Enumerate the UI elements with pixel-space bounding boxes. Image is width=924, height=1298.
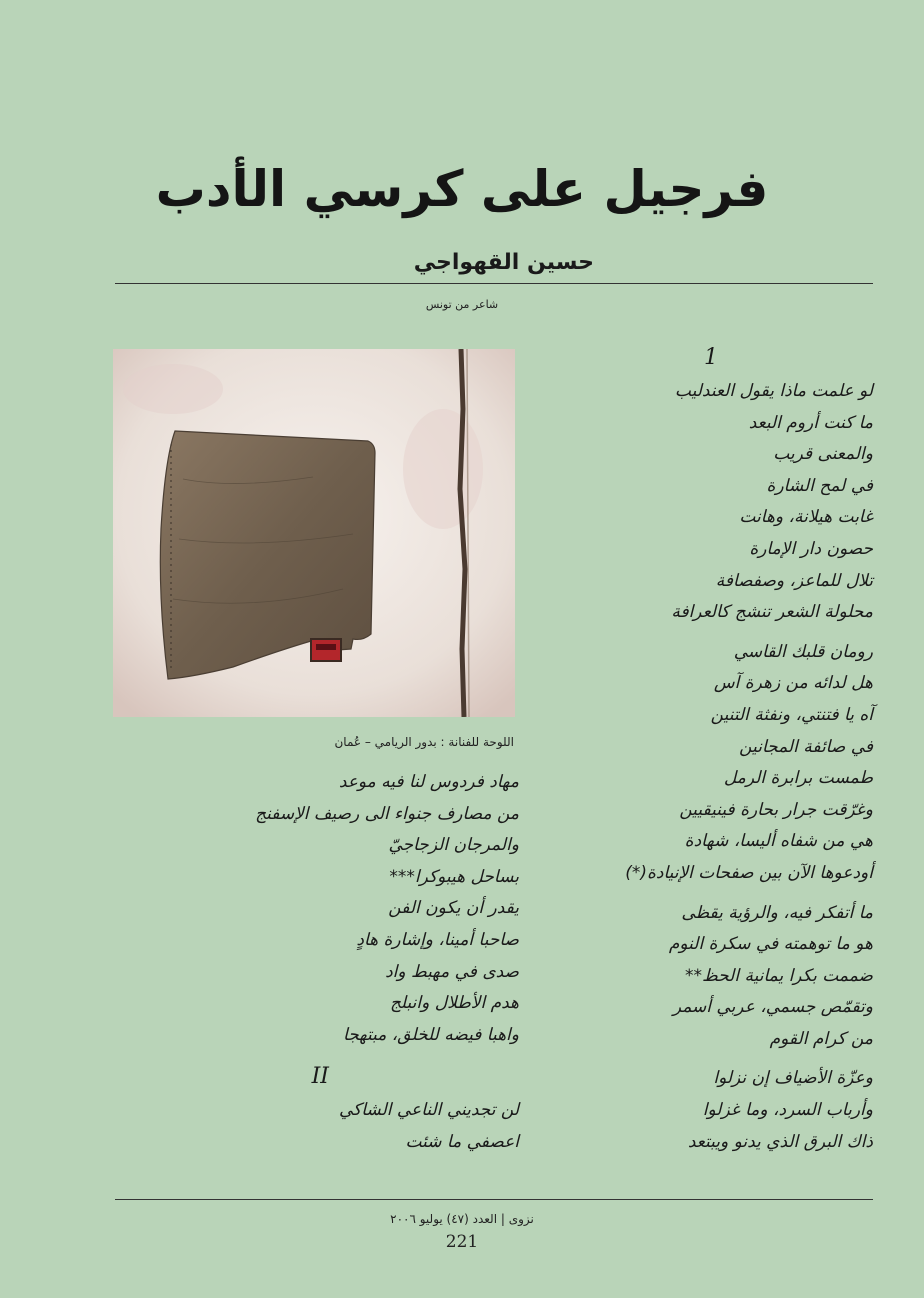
verse-line: وعزّة الأضياف إن نزلوا [713, 1068, 873, 1089]
verse-line: في لمح الشارة [766, 475, 873, 496]
painting-caption: اللوحة للفنانة : بدور الريامي – عُمان [334, 735, 514, 749]
verse-line: هي من شفاه أليسا، شهادة [684, 831, 873, 852]
verse-line: هو ما توهمته في سكرة النوم [668, 934, 873, 955]
poem-column-right [493, 340, 873, 1166]
poem-title: فرجيل على كرسي الأدب [155, 160, 769, 218]
stanza [159, 767, 519, 1051]
verse-line: وتقمّص جسمي، عربي أسمر [672, 997, 873, 1018]
stanza [493, 1063, 873, 1158]
page-number: 221 [445, 1232, 479, 1252]
verse-line: صدى في مهبط واد [385, 961, 519, 982]
verse-line: ضممت بكرا يمانية الحظ** [685, 965, 873, 986]
painting-image [113, 349, 515, 717]
verse-line: حصون دار الإمارة [749, 538, 873, 559]
verse-line: والمعنى قريب [773, 444, 873, 465]
verse-line: والمرجان الزجاجيّ [388, 835, 519, 856]
verse-line: طمست برابرة الرمل [723, 768, 873, 789]
stanza [493, 637, 873, 890]
verse-line: في صائفة المجانين [739, 736, 873, 757]
verse-line: هدم الأطلال وانبلج [389, 993, 519, 1014]
verse-line: غابت هيلانة، وهانت [739, 507, 873, 528]
author-note: شاعر من تونس [425, 298, 499, 311]
verse-line: واهبا فيضه للخلق، مبتهجا [343, 1024, 519, 1045]
stanza [493, 376, 873, 629]
abstract-painting-icon [113, 349, 515, 717]
verse-line: يقدر أن يكون الفن [388, 898, 519, 919]
verse-line: ما أتفكر فيه، والرؤية يقظى [681, 902, 873, 923]
stanza [493, 898, 873, 1056]
verse-line: صاحبا أمينا، وإشارة هادٍ [356, 929, 519, 950]
verse-line: لن تجديني الناعي الشاكي [338, 1100, 519, 1121]
poem-column-left [159, 767, 519, 1167]
verse-line: هل لدائه من زهرة آس [713, 673, 873, 694]
verse-line: ذاك البرق الذي يدنو ويبتعد [687, 1131, 873, 1152]
verse-line: آه يا فتنتي، ونفثة التنين [710, 704, 873, 725]
issue-info: نزوى | العدد (٤٧) يوليو ٢٠٠٦ [390, 1212, 534, 1226]
verse-line: بساحل هيبوكرا*** [389, 866, 519, 887]
section-number: 1 [704, 345, 718, 370]
verse-line: رومان قلبك القاسي [733, 641, 873, 662]
author-name: حسين القهواجي [413, 250, 594, 275]
verse-line: مهاد فردوس لنا فيه موعد [338, 772, 519, 792]
verse-line: اعصفي ما شئت [405, 1131, 519, 1152]
stanza [159, 1095, 519, 1158]
header-divider [115, 283, 873, 284]
verse-line: لو علمت ماذا يقول العندليب [674, 381, 873, 401]
verse-line: من كرام القوم [769, 1028, 873, 1049]
verse-line: ما كنت أروم البعد [748, 412, 873, 433]
verse-line: محلولة الشعر تنشج كالعرافة [671, 602, 873, 623]
verse-line: وأرباب السرد، وما غزلوا [702, 1100, 873, 1121]
verse-line: أودعوها الآن بين صفحات الإنيادة(*) [625, 862, 873, 883]
section-number: II [311, 1064, 329, 1090]
verse-line: وغرّقت جرار بحارة فينيقيين [679, 799, 873, 820]
footer-divider [115, 1199, 873, 1200]
verse-line: تلال للماعز، وصفصافة [715, 570, 873, 591]
verse-line: من مصارف جنواء الى رصيف الإسفنج [255, 803, 519, 824]
